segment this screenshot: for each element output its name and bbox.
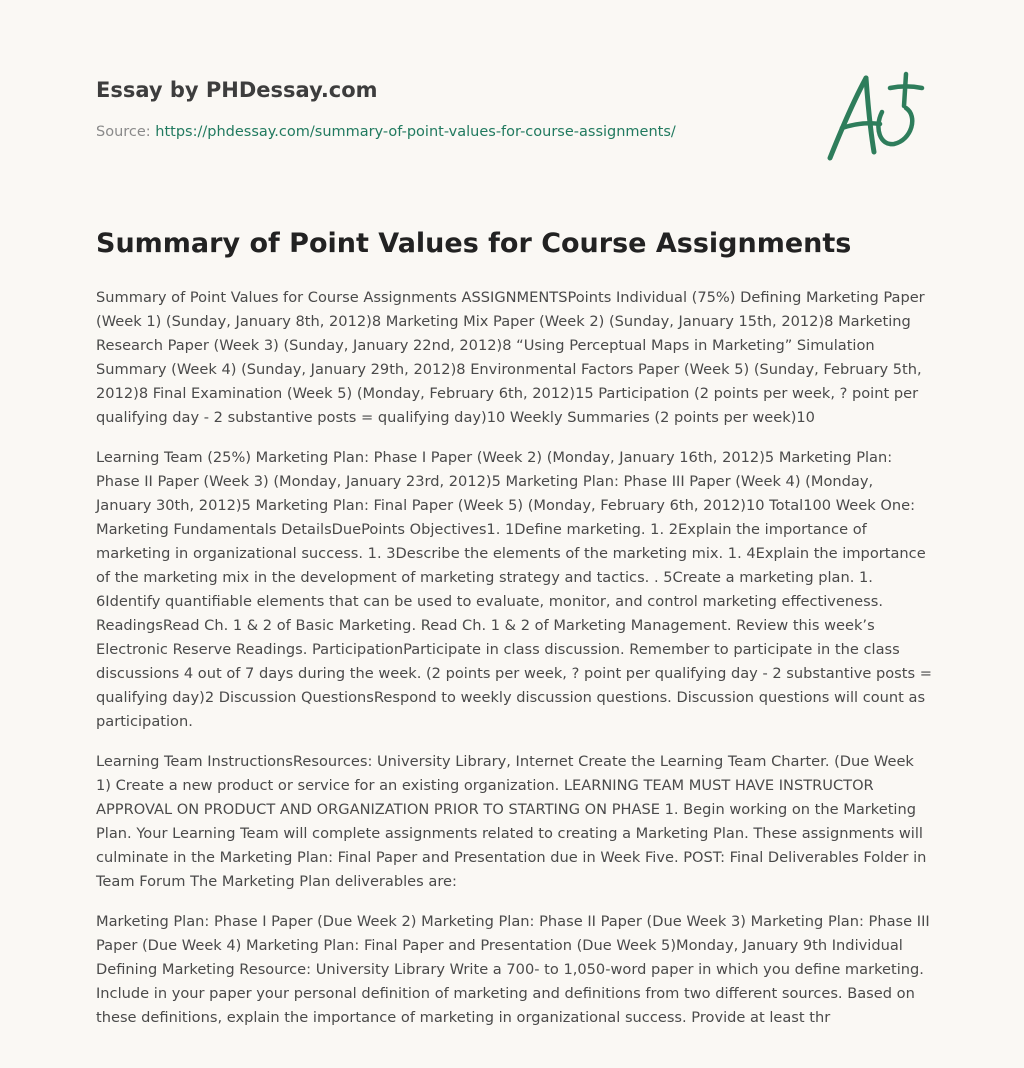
paragraph: Learning Team InstructionsResources: University Library, Internet Create the Learning Team Charter. (Due Week 1) Create a new product or service for an existing organization. LEARNING TEAM MUST HAVE INSTRUCTOR APPROVAL ON PRODUCT AND ORGANIZATION PRIOR TO STARTING ON PHASE 1. Begin working on the Marketing Plan. Your Learning Team will complete assignments related to creating a Marketing Plan. These assignments will culminate in the Marketing Plan: Final Paper and Presentation due in Week Five. POST: Final Deliverables Folder in Team Forum The Marketing Plan deliverables are: <box>96 753 927 890</box>
source-link[interactable]: https://phdessay.com/summary-of-point-values-for-course-assignments/ <box>155 124 676 140</box>
article-title: Summary of Point Values for Course Assignments <box>96 228 852 259</box>
source-label: Source: <box>96 124 151 140</box>
source-line <box>96 122 796 142</box>
paragraph: Learning Team (25%) Marketing Plan: Phase I Paper (Week 2) (Monday, January 16th, 2012)5 Marketing Plan: Phase II Paper (Week 3) (Monday, January 23rd, 2012)5 Marketing Plan: Phase III Paper (Week 4) (Monday, January 30th, 2012)5 Marketing Plan: Final Paper (Week 5) (Monday, February 6th, 2012)10 Total100 Week One: Marketing Fundamentals DetailsDuePoints Objectives1. 1Define marketing. 1. 2Explain the importance of marketing in organizational success. 1. 3Describe the elements of the marketing mix. 1. 4Explain the importance of the marketing mix in the development of marketing strategy and tactics. . 5Create a marketing plan. 1. 6Identify quantifiable elements that can be used to evaluate, monitor, and control marketing effectiveness. ReadingsRead Ch. 1 & 2 of Basic Marketing. Read Ch. 1 & 2 of Marketing Management. Review this week’s Electronic Reserve Readings. ParticipationParticipate in class discussion. Remember to participate in the class discussions 4 out of 7 days during the week. (2 points per week, ? point per qualifying day - 2 substantive posts = qualifying day)2 Discussion QuestionsRespond to weekly discussion questions. Discussion questions will count as participation. <box>96 449 932 730</box>
article-body <box>96 286 932 1046</box>
a-plus-logo-icon <box>820 66 930 166</box>
page-header <box>96 76 796 142</box>
paragraph: Summary of Point Values for Course Assignments ASSIGNMENTSPoints Individual (75%) Defining Marketing Paper (Week 1) (Sunday, January 8th, 2012)8 Marketing Mix Paper (Week 2) (Sunday, January 15th, 2012)8 Marketing Research Paper (Week 3) (Sunday, January 22nd, 2012)8 “Using Perceptual Maps in Marketing” Simulation Summary (Week 4) (Sunday, January 29th, 2012)8 Environmental Factors Paper (Week 5) (Sunday, February 5th, 2012)8 Final Examination (Week 5) (Monday, February 6th, 2012)15 Participation (2 points per week, ? point per qualifying day - 2 substantive posts = qualifying day)10 Weekly Summaries (2 points per week)10 <box>96 289 925 426</box>
site-brand: Essay by PHDessay.com <box>96 78 378 102</box>
paragraph: Marketing Plan: Phase I Paper (Due Week 2) Marketing Plan: Phase II Paper (Due Week 3) Marketing Plan: Phase III Paper (Due Week 4) Marketing Plan: Final Paper and Presentation (Due Week 5)Monday, January 9th Individual Defining Marketing Resource: University Library Write a 700- to 1,050-word paper in which you define marketing. Include in your paper your personal definition of marketing and definitions from two different sources. Based on these definitions, explain the importance of marketing in organizational success. Provide at least thr <box>96 913 930 1026</box>
